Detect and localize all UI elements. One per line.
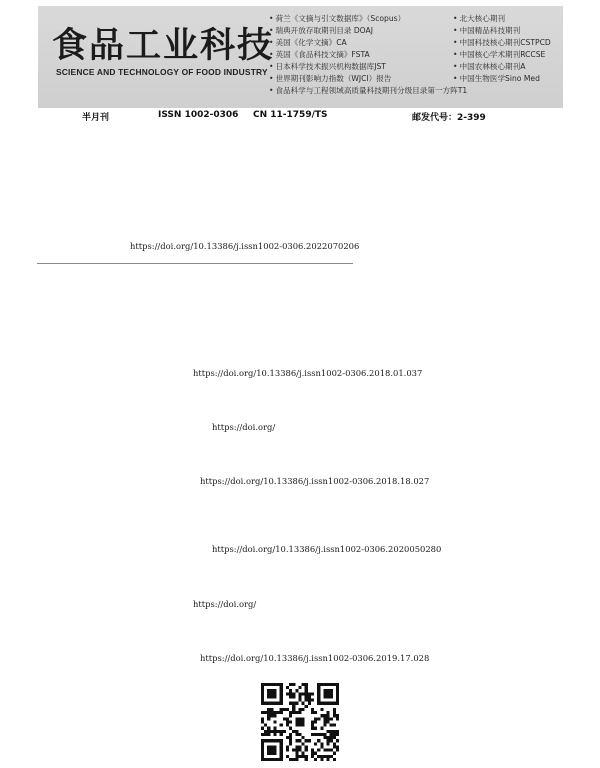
doi-link[interactable]: https://doi.org/ — [212, 422, 276, 432]
indexing-item: • 荷兰《文摘与引文数据库》（Scopus） — [269, 13, 467, 25]
doi-link[interactable]: https://doi.org/10.13386/j.issn1002-0306.2018.18.027 — [200, 476, 430, 486]
indexing-item: • 中国核心学术期刊RCCSE — [453, 49, 551, 61]
divider — [37, 263, 353, 264]
indexing-item: • 食品科学与工程领域高质量科技期刊分级目录第一方阵T1 — [269, 85, 467, 97]
doi-link[interactable]: https://doi.org/10.13386/j.issn1002-0306.2022070206 — [130, 241, 360, 251]
doi-link[interactable]: https://doi.org/ — [193, 599, 257, 609]
journal-title-cn: 食品工业科技 — [52, 25, 275, 66]
indexing-item: • 中国精品科技期刊 — [453, 25, 551, 37]
indexing-item: • 世界期刊影响力指数（WJCI）报告 — [269, 73, 467, 85]
indexing-item: • 瑞典开放存取期刊目录 DOAJ — [269, 25, 467, 37]
doi-link[interactable]: https://doi.org/10.13386/j.issn1002-0306.2019.17.028 — [200, 653, 430, 663]
indexing-item: • 中国生物医学Sino Med — [453, 73, 551, 85]
doi-link[interactable]: https://doi.org/10.13386/j.issn1002-0306.2020050280 — [212, 544, 442, 554]
indexing-list-right — [453, 13, 551, 85]
frequency-label: 半月刊 — [82, 113, 110, 123]
journal-title-en: SCIENCE AND TECHNOLOGY OF FOOD INDUSTRY — [56, 67, 268, 77]
journal-header-banner — [38, 6, 563, 108]
indexing-item: • 中国科技核心期刊CSTPCD — [453, 37, 551, 49]
issn-label: ISSN 1002-0306 — [158, 110, 239, 120]
indexing-item: • 中国农林核心期刊A — [453, 61, 551, 73]
indexing-list-left — [269, 13, 467, 97]
indexing-item: • 美国《化学文摘》CA — [269, 37, 467, 49]
cn-label: CN 11-1759/TS — [253, 110, 328, 120]
indexing-item: • 日本科学技术振兴机构数据库JST — [269, 61, 467, 73]
qr-code-icon — [261, 683, 339, 761]
indexing-item: • 英国《食品科技文摘》FSTA — [269, 49, 467, 61]
doi-link[interactable]: https://doi.org/10.13386/j.issn1002-0306.2018.01.037 — [193, 368, 423, 378]
journal-meta-row — [0, 110, 600, 124]
indexing-item: • 北大核心期刊 — [453, 13, 551, 25]
postal-code-label: 邮发代号：2-399 — [412, 113, 486, 123]
